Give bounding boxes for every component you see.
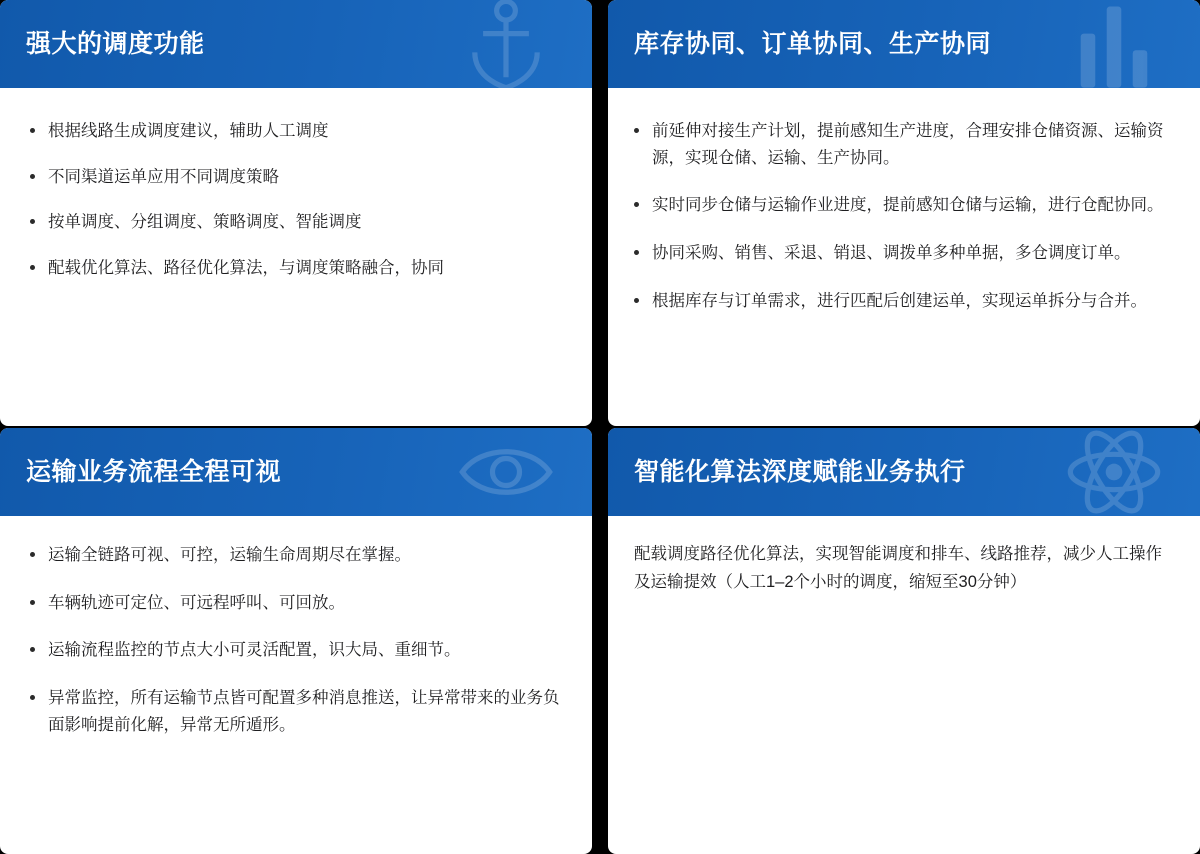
list-item: 前延伸对接生产计划，提前感知生产进度，合理安排仓储资源、运输资源，实现仓储、运输、生产协同。 bbox=[630, 118, 1174, 171]
anchor-icon bbox=[446, 0, 566, 88]
bullet-list bbox=[26, 542, 566, 739]
card-header bbox=[608, 0, 1200, 88]
list-item: 运输流程监控的节点大小可灵活配置，识大局、重细节。 bbox=[26, 637, 566, 664]
card-paragraph: 配载调度路径优化算法，实现智能调度和排车、线路推荐，减少人工操作及运输提效（人工1–2个小时的调度，缩短至30分钟） bbox=[634, 545, 1162, 592]
card-collaboration bbox=[608, 0, 1200, 426]
list-item: 配载优化算法、路径优化算法，与调度策略融合，协同 bbox=[26, 255, 566, 282]
atom-icon bbox=[1054, 428, 1174, 516]
list-item: 根据库存与订单需求，进行匹配后创建运单，实现运单拆分与合并。 bbox=[630, 288, 1174, 315]
list-item: 根据线路生成调度建议，辅助人工调度 bbox=[26, 118, 566, 145]
card-header bbox=[608, 428, 1200, 516]
bullet-list bbox=[630, 118, 1174, 315]
card-title: 智能化算法深度赋能业务执行 bbox=[634, 458, 966, 486]
card-title: 库存协同、订单协同、生产协同 bbox=[634, 30, 992, 58]
list-item: 车辆轨迹可定位、可远程呼叫、可回放。 bbox=[26, 590, 566, 617]
card-header bbox=[0, 428, 592, 516]
card-scheduling bbox=[0, 0, 592, 426]
list-item: 运输全链路可视、可控，运输生命周期尽在掌握。 bbox=[26, 542, 566, 569]
card-body bbox=[0, 88, 592, 426]
bar-chart-icon bbox=[1054, 0, 1174, 88]
card-visibility bbox=[0, 428, 592, 854]
list-item: 协同采购、销售、采退、销退、调拨单多种单据，多仓调度订单。 bbox=[630, 240, 1174, 267]
card-title: 强大的调度功能 bbox=[26, 30, 205, 58]
card-intelligent-algorithm bbox=[608, 428, 1200, 854]
list-item: 实时同步仓储与运输作业进度，提前感知仓储与运输，进行仓配协同。 bbox=[630, 192, 1174, 219]
card-body bbox=[0, 516, 592, 854]
card-body bbox=[608, 88, 1200, 426]
bullet-list bbox=[26, 118, 566, 282]
card-body bbox=[608, 516, 1200, 854]
list-item: 按单调度、分组调度、策略调度、智能调度 bbox=[26, 209, 566, 236]
card-header bbox=[0, 0, 592, 88]
list-item: 不同渠道运单应用不同调度策略 bbox=[26, 164, 566, 191]
card-title: 运输业务流程全程可视 bbox=[26, 458, 282, 486]
list-item: 异常监控，所有运输节点皆可配置多种消息推送，让异常带来的业务负面影响提前化解，异常无所遁形。 bbox=[26, 685, 566, 738]
eye-icon bbox=[446, 428, 566, 516]
